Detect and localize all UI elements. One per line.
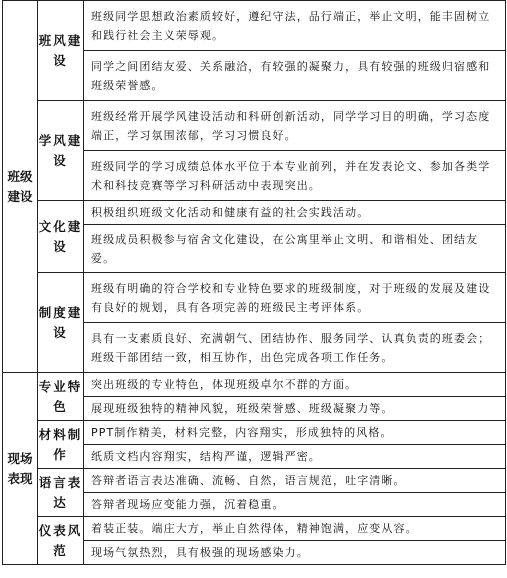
group-title: 专业特色	[38, 373, 84, 421]
table-row	[3, 517, 506, 541]
criterion-text: 班级有明确的符合学校和专业特色要求的班级制度，对于班级的发展及建设有良好的规划，具有各项完善的班级民主考评体系。	[84, 273, 506, 323]
evaluation-criteria-table	[2, 0, 506, 565]
group-title: 材料制作	[38, 421, 84, 469]
criterion-text: 答辩者现场应变能力强，沉着稳重。	[84, 493, 506, 517]
table-row	[3, 273, 506, 323]
table-row	[3, 373, 506, 397]
group-title: 学风建设	[38, 101, 84, 201]
criterion-text: 同学之间团结友爱、关系融洽，有较强的凝聚力，具有较强的班级归宿感和班级荣誉感。	[84, 51, 506, 101]
group-title: 文化建设	[38, 201, 84, 273]
table-row	[3, 101, 506, 151]
criterion-text: 积极组织班级文化活动和健康有益的社会实践活动。	[84, 201, 506, 225]
criterion-text: 班级同学思想政治素质较好，遵纪守法，品行端正，举止文明，能丰固树立和践行社会主义荣辱观。	[84, 1, 506, 51]
criterion-text: 答辩者语言表达准确、流畅、自然，语言规范，吐字清晰。	[84, 469, 506, 493]
criterion-text: 着装正装。端庄大方，举止自然得体，精神饱满，应变从容。	[84, 517, 506, 541]
table-row	[3, 469, 506, 493]
section-title: 现场表现	[3, 373, 38, 565]
table-row	[3, 421, 506, 445]
group-title: 班风建设	[38, 1, 84, 101]
criterion-text: 展现班级独特的精神风貌，班级荣誉感、班级凝聚力等。	[84, 397, 506, 421]
section-title: 班级建设	[3, 1, 38, 373]
criterion-text: 具有一支素质良好、充满朝气、团结协作、服务同学、认真负责的班委会；班级干部团结一致，相互协作，出色完成各项工作任务。	[84, 323, 506, 373]
table-row	[3, 1, 506, 51]
criterion-text: 班级经常开展学风建设活动和科研创新活动，同学学习目的明确，学习态度端正，学习氛围浓郁，学习习惯良好。	[84, 101, 506, 151]
criterion-text: 纸质文档内容翔实，结构严谨，逻辑严密。	[84, 445, 506, 469]
criterion-text: 班级同学的学习成绩总体水平位于本专业前列，并在发表论文、参加各类学术和科技竞赛等学习科研活动中表现突出。	[84, 151, 506, 201]
group-title: 语言表达	[38, 469, 84, 517]
group-title: 制度建设	[38, 273, 84, 373]
criterion-text: 突出班级的专业特色，体现班级卓尔不群的方面。	[84, 373, 506, 397]
table-row	[3, 201, 506, 225]
criterion-text: 班级成员积极参与宿舍文化建设，在公寓里举止文明、和谐相处、团结友爱。	[84, 225, 506, 273]
group-title: 仪表风范	[38, 517, 84, 565]
criterion-text: PPT制作精美，材料完整，内容翔实，形成独特的风格。	[84, 421, 506, 445]
criterion-text: 现场气氛热烈，具有极强的现场感染力。	[84, 541, 506, 565]
